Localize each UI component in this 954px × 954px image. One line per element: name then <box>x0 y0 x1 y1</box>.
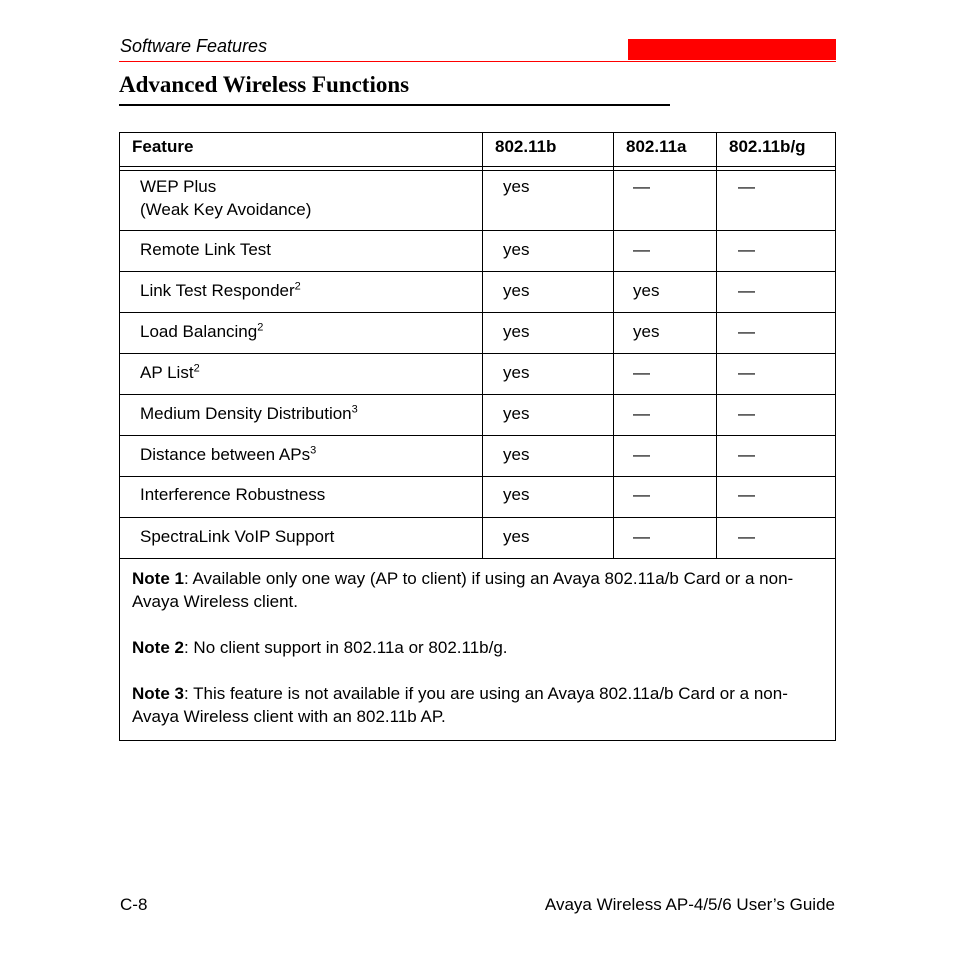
table-header-row <box>120 133 836 167</box>
value-80211b: yes <box>483 518 614 559</box>
table-row <box>120 171 836 231</box>
value-80211a: — <box>614 518 717 559</box>
notes-row <box>120 559 836 741</box>
footnote-ref: 3 <box>351 403 358 416</box>
section-title-rule <box>119 104 670 106</box>
footnote-ref: 2 <box>193 362 200 375</box>
feature-cell <box>120 477 483 518</box>
footnote-ref: 2 <box>257 321 264 334</box>
value-80211bg: — <box>717 436 836 477</box>
value-80211b: yes <box>483 354 614 395</box>
table-row <box>120 518 836 559</box>
value-80211bg: — <box>717 477 836 518</box>
feature-cell <box>120 395 483 436</box>
table-row <box>120 231 836 272</box>
feature-table <box>119 132 836 741</box>
value-80211bg: — <box>717 395 836 436</box>
value-80211bg: — <box>717 272 836 313</box>
feature-name: Interference Robustness <box>140 485 326 504</box>
page-number: C-8 <box>120 895 148 914</box>
note-label: Note 2 <box>132 638 184 657</box>
feature-name: Distance between APs <box>140 445 311 464</box>
value-80211a: — <box>614 231 717 272</box>
section-title: Advanced Wireless Functions <box>119 72 410 97</box>
value-80211b: yes <box>483 171 614 231</box>
feature-cell <box>120 354 483 395</box>
feature-cell <box>120 518 483 559</box>
value-80211a: — <box>614 436 717 477</box>
table-row <box>120 272 836 313</box>
header-accent-bar <box>628 39 836 60</box>
feature-subtitle: (Weak Key Avoidance) <box>140 200 312 219</box>
value-80211bg: — <box>717 354 836 395</box>
value-80211b: yes <box>483 272 614 313</box>
column-header-80211a: 802.11a <box>614 133 717 167</box>
table-row <box>120 477 836 518</box>
table-row <box>120 354 836 395</box>
feature-cell <box>120 313 483 354</box>
footer-guide-title: Avaya Wireless AP-4/5/6 User’s Guide <box>544 895 835 914</box>
value-80211bg: — <box>717 313 836 354</box>
value-80211a: — <box>614 395 717 436</box>
value-80211b: yes <box>483 313 614 354</box>
notes-cell <box>120 559 836 741</box>
feature-name: Medium Density Distribution <box>140 404 352 423</box>
note-text: : This feature is not available if you are using an Avaya 802.11a/b Card or a non-Avaya Wireless client with an 802.11b AP. <box>132 684 788 726</box>
feature-name: Link Test Responder <box>140 281 295 300</box>
note-label: Note 3 <box>132 684 184 703</box>
column-header-feature: Feature <box>120 133 483 167</box>
note-text: : Available only one way (AP to client) if using an Avaya 802.11a/b Card or a non-Avaya Wireless client. <box>132 569 794 611</box>
footnote-ref: 3 <box>310 444 317 457</box>
note-text: : No client support in 802.11a or 802.11b/g. <box>183 638 508 657</box>
value-80211bg: — <box>717 231 836 272</box>
header-rule <box>119 61 836 62</box>
running-header: Software Features <box>120 36 268 56</box>
value-80211a: yes <box>614 313 717 354</box>
feature-name: SpectraLink VoIP Support <box>140 527 335 546</box>
column-header-80211bg: 802.11b/g <box>717 133 836 167</box>
feature-name: AP List <box>140 363 194 382</box>
feature-cell <box>120 436 483 477</box>
value-80211a: yes <box>614 272 717 313</box>
feature-name: WEP Plus <box>140 177 217 196</box>
value-80211b: yes <box>483 395 614 436</box>
value-80211a: — <box>614 354 717 395</box>
value-80211a: — <box>614 477 717 518</box>
footnote-ref: 2 <box>294 280 301 293</box>
value-80211bg: — <box>717 171 836 231</box>
note-1 <box>132 567 823 613</box>
value-80211b: yes <box>483 477 614 518</box>
note-2 <box>132 636 823 659</box>
feature-cell <box>120 272 483 313</box>
column-header-80211b: 802.11b <box>483 133 614 167</box>
table-row <box>120 313 836 354</box>
feature-cell <box>120 171 483 231</box>
feature-name: Load Balancing <box>140 322 258 341</box>
value-80211b: yes <box>483 436 614 477</box>
value-80211b: yes <box>483 231 614 272</box>
table-row <box>120 395 836 436</box>
value-80211bg: — <box>717 518 836 559</box>
note-label: Note 1 <box>132 569 184 588</box>
note-3 <box>132 682 823 728</box>
feature-name: Remote Link Test <box>140 240 272 259</box>
value-80211a: — <box>614 171 717 231</box>
table-row <box>120 436 836 477</box>
feature-cell <box>120 231 483 272</box>
